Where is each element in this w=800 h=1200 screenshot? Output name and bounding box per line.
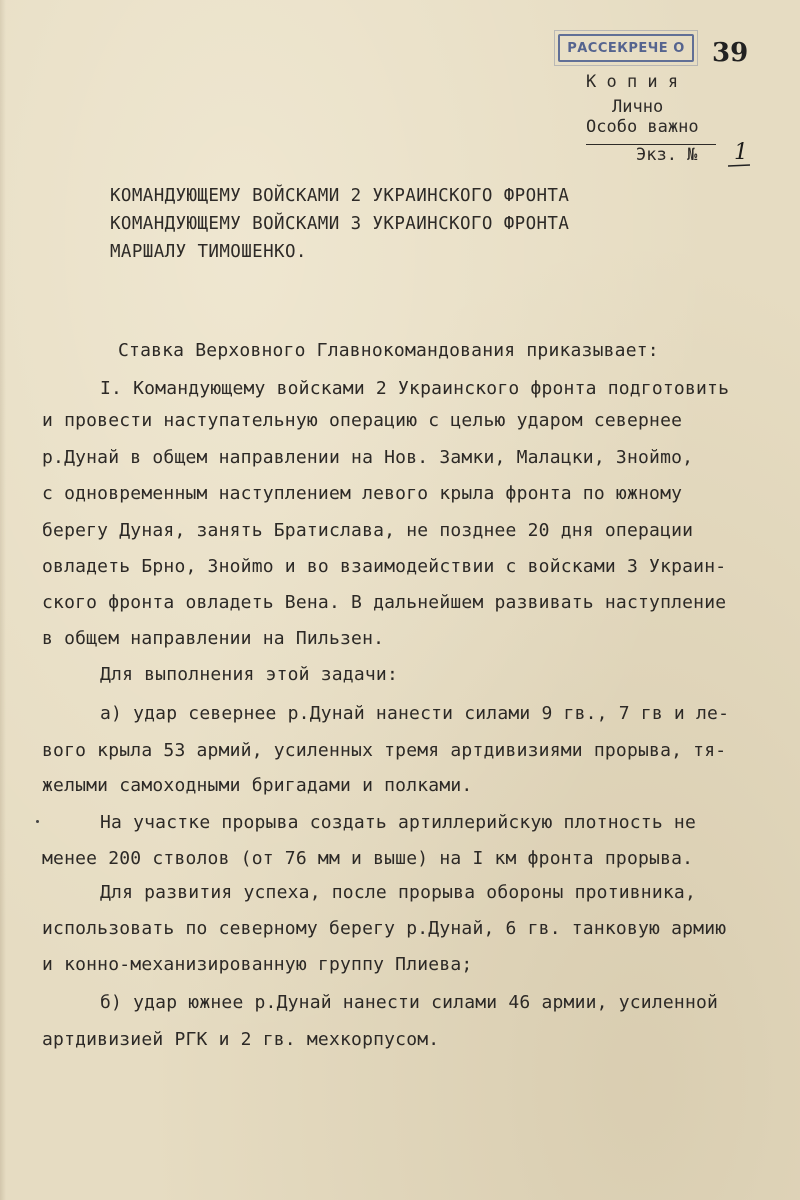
body-line: I. Командующему войсками 2 Украинского фронта подготовить bbox=[100, 378, 730, 399]
body-line: в общем направлении на Пильзен. bbox=[42, 628, 385, 649]
body-line: использовать по северному берегу р.Дунай, 6 гв. танковую армию bbox=[42, 918, 727, 939]
declassified-stamp bbox=[558, 34, 694, 62]
body-line: вого крыла 53 армий, усиленных тремя артдивизиями прорыва, тя- bbox=[42, 740, 727, 761]
body-line: а) удар севернее р.Дунай нанести силами 9 гв., 7 гв и ле- bbox=[100, 703, 730, 724]
addressee-line: КОМАНДУЮЩЕМУ ВОЙСКАМИ 3 УКРАИНСКОГО ФРОНТА bbox=[110, 214, 570, 234]
body-line: желыми самоходными бригадами и полками. bbox=[42, 775, 473, 796]
body-line: артдивизией РГК и 2 гв. мехкорпусом. bbox=[42, 1029, 440, 1050]
body-line: Для выполнения этой задачи: bbox=[100, 664, 398, 685]
copy-number-underline bbox=[728, 150, 750, 168]
body-line: с одновременным наступлением левого крыла фронта по южному bbox=[42, 483, 683, 504]
body-line: Ставка Верховного Главнокомандования приказывает: bbox=[118, 340, 659, 361]
copy-number-handwritten: 1 bbox=[734, 140, 748, 165]
body-line: менее 200 стволов (от 76 мм и выше) на I км фронта прорыва. bbox=[42, 848, 694, 869]
addressee-line: КОМАНДУЮЩЕМУ ВОЙСКАМИ 2 УКРАИНСКОГО ФРОНТА bbox=[110, 186, 570, 206]
body-line: На участке прорыва создать артиллерийскую плотность не bbox=[100, 812, 696, 833]
copy-number-label: Экз. № bbox=[636, 145, 698, 165]
body-line: овладеть Брно, Знойmo и во взаимодействии с войсками 3 Украин- bbox=[42, 556, 727, 577]
body-line: ского фронта овладеть Вена. В дальнейшем развивать наступление bbox=[42, 592, 727, 613]
body-line: и провести наступательную операцию с целью ударом севернее bbox=[42, 410, 683, 431]
page-number: 39 bbox=[712, 38, 749, 68]
body-line: р.Дунай в общем направлении на Нов. Замки, Малацки, Знойmo, bbox=[42, 447, 694, 468]
body-line: Для развития успеха, после прорыва обороны противника, bbox=[100, 882, 696, 903]
body-line: берегу Дуная, занять Братислава, не позднее 20 дня операции bbox=[42, 520, 694, 541]
declassified-stamp-text: РАССЕКРЕЧЕ О bbox=[567, 40, 685, 56]
personal-label: Лично bbox=[612, 97, 664, 117]
body-line: б) удар южнее р.Дунай нанести силами 46 армии, усиленной bbox=[100, 992, 719, 1013]
copy-label: К о п и я bbox=[586, 72, 679, 92]
margin-mark bbox=[36, 820, 39, 823]
special-importance-label: Особо важно bbox=[586, 117, 699, 137]
body-line: и конно-механизированную группу Плиева; bbox=[42, 954, 473, 975]
addressee-line: МАРШАЛУ ТИМОШЕНКО. bbox=[110, 242, 307, 262]
